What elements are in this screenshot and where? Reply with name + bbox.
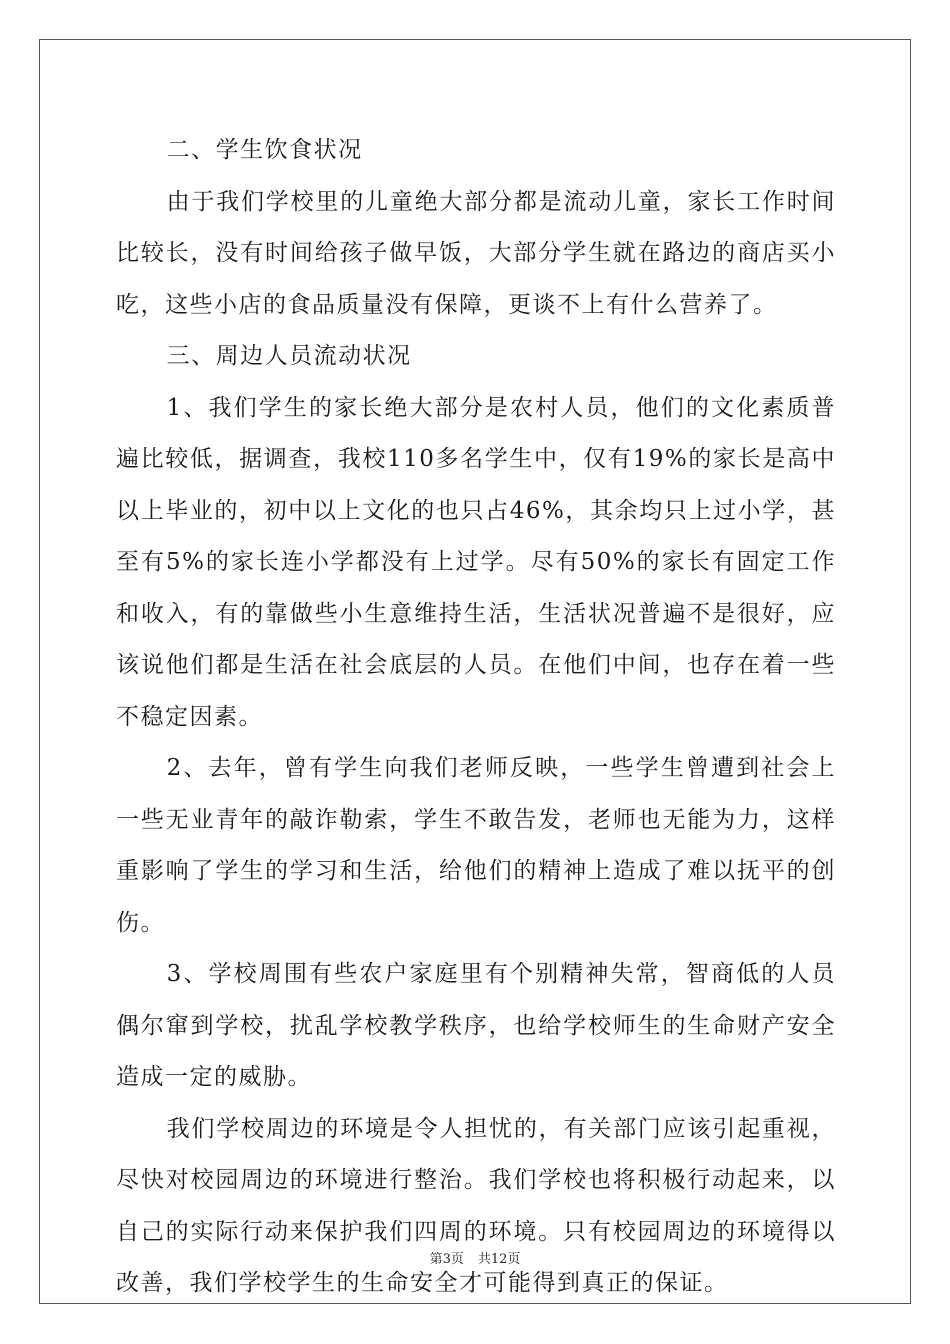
paragraph-conclusion: 我们学校周边的环境是令人担忧的，有关部门应该引起重视，尽快对校园周边的环境进行整治。我们学校也将积极行动起来，以自己的实际行动来保护我们四周的环境。只有校园周边的环境得以改善，我们学校学生的生命安全才可能得到真正的保证。 bbox=[116, 1115, 836, 1296]
paragraph-diet: 由于我们学校里的儿童绝大部分都是流动儿童，家长工作时间比较长，没有时间给孩子做早饭，大部分学生就在路边的商店买小吃，这些小店的食品质量没有保障，更谈不上有什么营养了。 bbox=[116, 188, 836, 318]
page-total: 共12页 bbox=[477, 1252, 521, 1267]
page-footer bbox=[0, 1248, 950, 1267]
paragraph-item-3: 3、学校周围有些农户家庭里有个别精神失常，智商低的人员偶尔窜到学校，扰乱学校教学秩序，也给学校师生的生命财产安全造成一定的威胁。 bbox=[116, 961, 836, 1090]
document-body bbox=[116, 125, 836, 1310]
section-heading-personnel: 三、周边人员流动状况 bbox=[166, 343, 412, 369]
section-heading-diet: 二、学生饮食状况 bbox=[166, 137, 363, 163]
page-number: 第3页 bbox=[429, 1252, 464, 1267]
paragraph-item-2: 2、去年，曾有学生向我们老师反映，一些学生曾遭到社会上一些无业青年的敲诈勒索，学生不敢告发，老师也无能为力，这样重影响了学生的学习和生活，给他们的精神上造成了难以抚平的创伤。 bbox=[116, 755, 836, 936]
paragraph-item-1: 1、我们学生的家长绝大部分是农村人员，他们的文化素质普遍比较低，据调查，我校110多名学生中，仅有19%的家长是高中以上毕业的，初中以上文化的也只占46%，其余均只上过小学，甚至有5%的家长连小学都没有上过学。尽有50%的家长有固定工作和收入，有的靠做些小生意维持生活，生活状况普遍不是很好，应该说他们都是生活在社会底层的人员。在他们中间，也存在着一些不稳定因素。 bbox=[116, 394, 836, 730]
